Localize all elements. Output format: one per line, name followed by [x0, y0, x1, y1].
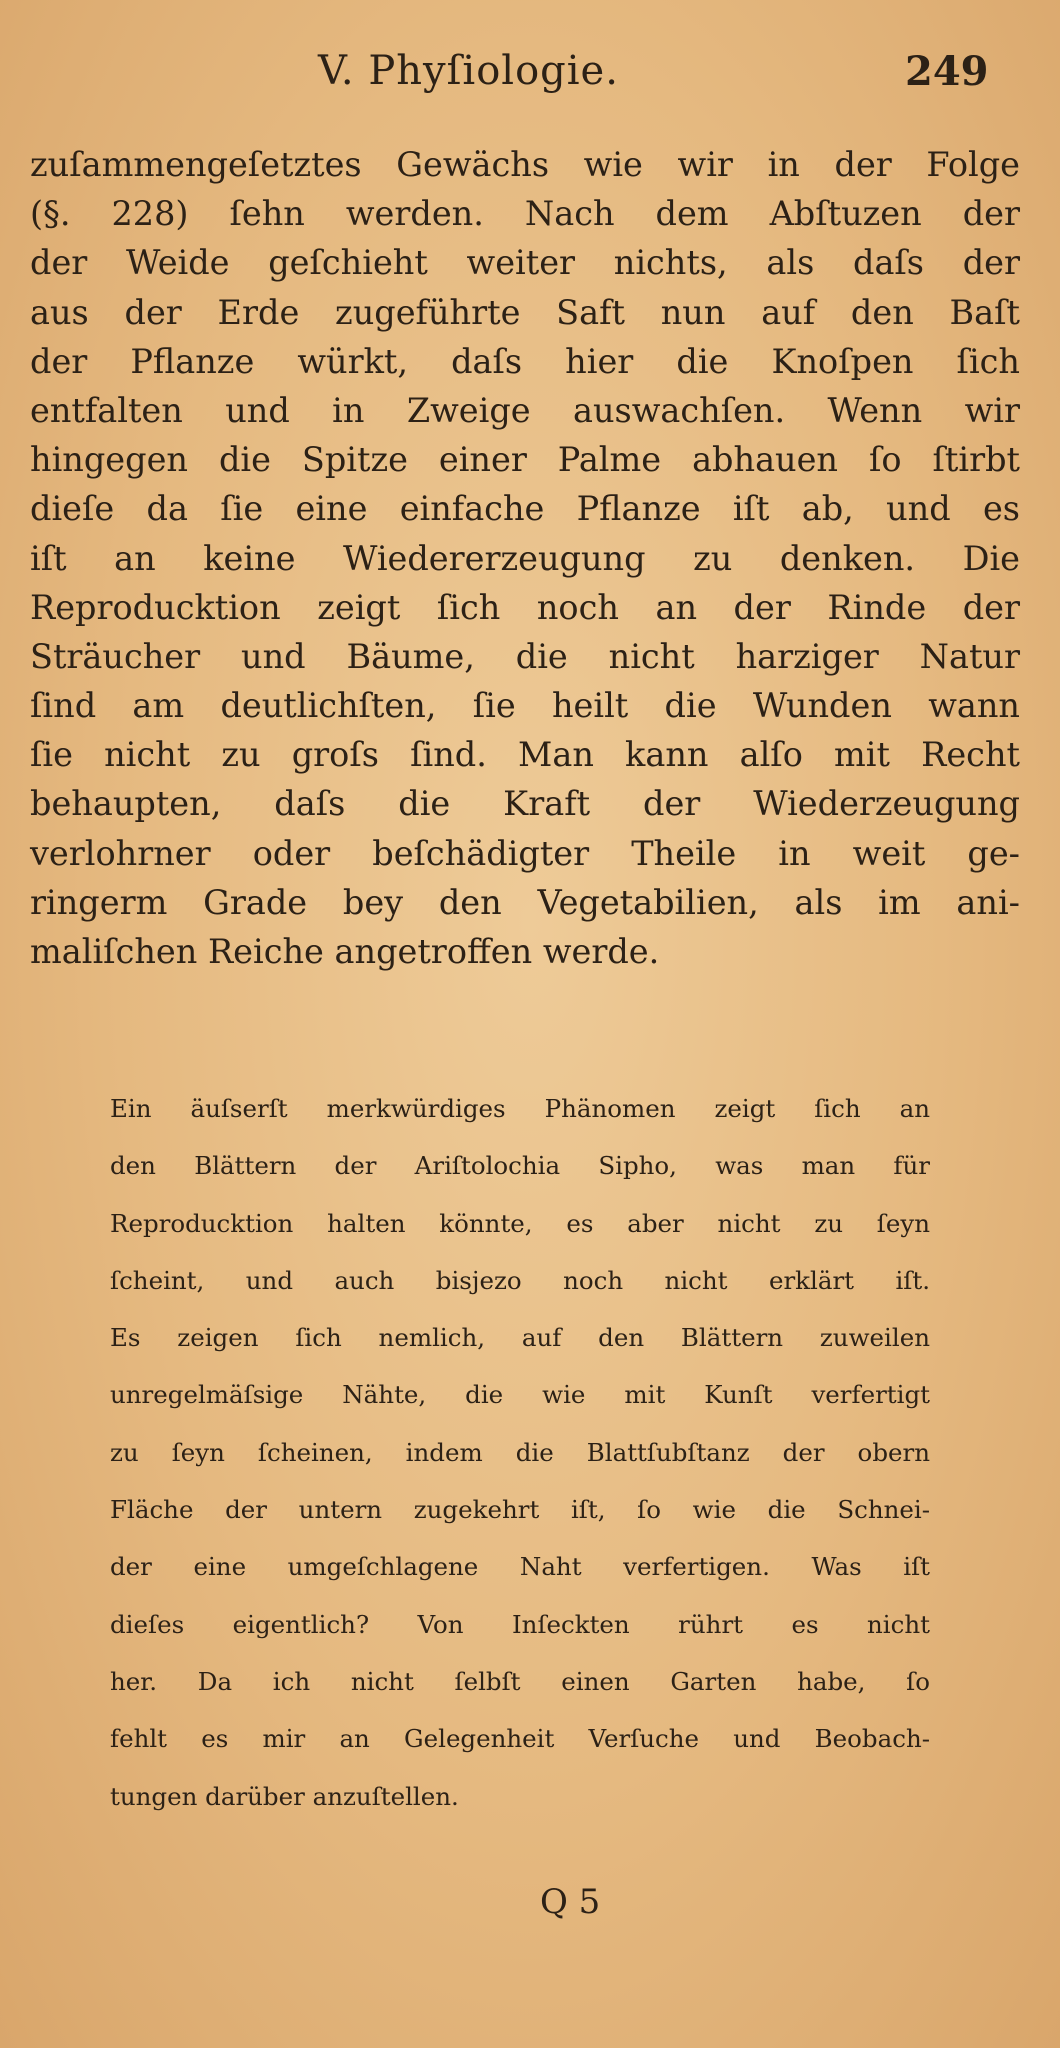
note-text-line: fehlt es mir an Gelegenheit Verſuche und Beobach- [110, 1724, 930, 1754]
note-text-line: den Blättern der Ariſtolochia Sipho, was man für [110, 1151, 930, 1181]
main-text-line: der Weide geſchieht weiter nichts, als daſs der [30, 243, 1020, 283]
main-text-line: aus der Erde zugeführte Saft nun auf den Baſt [30, 292, 1020, 332]
note-text-line: tungen darüber anzuſtellen. [110, 1781, 459, 1811]
main-text-line: Sträucher und Bäume, die nicht harziger Natur [30, 636, 1020, 676]
main-text-line: zuſammengeſetztes Gewächs wie wir in der Folge [30, 145, 1020, 184]
main-text-line: Reproducktion zeigt ſich noch an der Rinde der [30, 587, 1020, 627]
note-text-line: Es zeigen ſich nemlich, auf den Blättern zuweilen [110, 1323, 930, 1353]
note-text-line: Ein äuſserſt merkwürdiges Phänomen zeigt ſich an [110, 1094, 930, 1123]
main-text-line: entfalten und in Zweige auswachſen. Wenn wir [30, 390, 1020, 430]
main-text-line: hingegen die Spitze einer Palme abhauen ſo ſtirbt [30, 440, 1020, 480]
page-number: 249 [905, 48, 989, 95]
main-text-line: ſind am deutlichſten, ſie heilt die Wunden wann [30, 686, 1020, 726]
main-text-line: (§. 228) ſehn werden. Nach dem Abſtuzen der [30, 194, 1020, 234]
note-text-line: Fläche der untern zugekehrt iſt, ſo wie die Schnei- [110, 1495, 930, 1525]
note-text-line: her. Da ich nicht ſelbſt einen Garten habe, ſo [110, 1666, 930, 1696]
main-text-line: dieſe da ſie eine einfache Pflanze iſt ab, und es [30, 489, 1020, 529]
printer-signature-mark: Q 5 [540, 1882, 601, 1922]
main-text-line: ſie nicht zu groſs ſind. Man kann alſo mit Recht [30, 735, 1020, 775]
main-text-line: ringerm Grade bey den Vegetabilien, als im ani- [30, 882, 1020, 922]
main-text-line: iſt an keine Wiedererzeugung zu denken. Die [30, 538, 1020, 578]
main-text-line: der Pflanze würkt, daſs hier die Knoſpen ſich [30, 341, 1020, 381]
main-text-line: behaupten, daſs die Kraft der Wiederzeugung [30, 784, 1020, 824]
note-text-line: unregelmäſsige Nähte, die wie mit Kunſt verfertigt [110, 1380, 930, 1410]
main-text-line: maliſchen Reiche angetroffen werde. [30, 932, 660, 971]
main-text-block [30, 140, 1020, 976]
running-head: V. Phyſiologie. [318, 48, 619, 94]
note-text-line: der eine umgeſchlagene Naht verfertigen. Was iſt [110, 1552, 930, 1582]
note-text-line: zu ſeyn ſcheinen, indem die Blattſubſtanz der obern [110, 1437, 930, 1467]
note-text-line: dieſes eigentlich? Von Inſeckten rührt es nicht [110, 1609, 930, 1639]
page-header [0, 48, 1060, 108]
note-text-line: Reproducktion halten könnte, es aber nicht zu ſeyn [110, 1208, 930, 1238]
note-text-line: ſcheint, und auch bisjezo noch nicht erklärt iſt. [110, 1265, 930, 1295]
note-text-block [110, 1080, 930, 1825]
main-text-line: verlohrner oder beſchädigter Theile in weit ge- [30, 833, 1020, 873]
